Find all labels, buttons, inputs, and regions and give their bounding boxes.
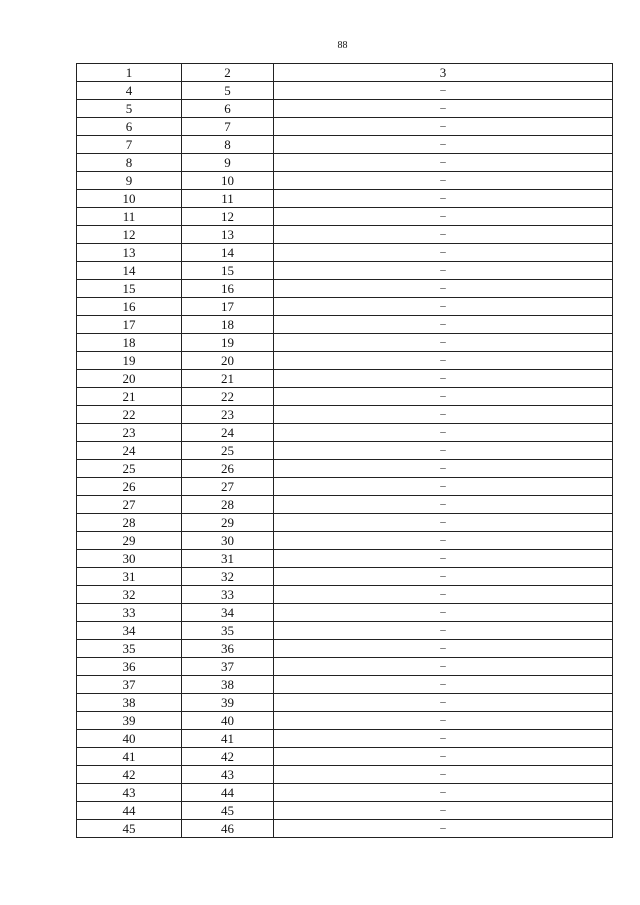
table-row bbox=[77, 316, 613, 334]
table-cell-col2: 34 bbox=[182, 604, 274, 622]
table-cell-col3: – bbox=[274, 820, 613, 838]
table-row bbox=[77, 568, 613, 586]
table-cell-col3: – bbox=[274, 604, 613, 622]
table-cell-col3: – bbox=[274, 514, 613, 532]
table-row bbox=[77, 532, 613, 550]
table-cell-col3: – bbox=[274, 100, 613, 118]
table-row bbox=[77, 640, 613, 658]
table-cell-col3: – bbox=[274, 136, 613, 154]
table-cell-col1: 14 bbox=[77, 262, 182, 280]
table-row bbox=[77, 658, 613, 676]
table-cell-col2: 13 bbox=[182, 226, 274, 244]
table-row bbox=[77, 118, 613, 136]
table-cell-col1: 33 bbox=[77, 604, 182, 622]
table-cell-col2: 33 bbox=[182, 586, 274, 604]
table-row bbox=[77, 172, 613, 190]
table-cell-col1: 10 bbox=[77, 190, 182, 208]
table-row bbox=[77, 694, 613, 712]
table-cell-col1: 19 bbox=[77, 352, 182, 370]
table-cell-col3: – bbox=[274, 532, 613, 550]
table-row bbox=[77, 154, 613, 172]
table-cell-col2: 11 bbox=[182, 190, 274, 208]
table-cell-col2: 17 bbox=[182, 298, 274, 316]
table-cell-col1: 35 bbox=[77, 640, 182, 658]
table-cell-col1: 32 bbox=[77, 586, 182, 604]
table-row bbox=[77, 748, 613, 766]
table-row bbox=[77, 622, 613, 640]
table-cell-col1: 38 bbox=[77, 694, 182, 712]
table-cell-col2: 6 bbox=[182, 100, 274, 118]
table-cell-col2: 14 bbox=[182, 244, 274, 262]
table-cell-col2: 35 bbox=[182, 622, 274, 640]
table-row bbox=[77, 730, 613, 748]
table-cell-col2: 23 bbox=[182, 406, 274, 424]
table-cell-col1: 29 bbox=[77, 532, 182, 550]
table-cell-col2: 19 bbox=[182, 334, 274, 352]
table-cell-col3: – bbox=[274, 334, 613, 352]
table-cell-col1: 31 bbox=[77, 568, 182, 586]
table-header-row bbox=[77, 64, 613, 82]
table-cell-col3: – bbox=[274, 766, 613, 784]
table-row bbox=[77, 820, 613, 838]
table-row bbox=[77, 370, 613, 388]
table-cell-col2: 28 bbox=[182, 496, 274, 514]
table-cell-col1: 39 bbox=[77, 712, 182, 730]
table-cell-col3: – bbox=[274, 496, 613, 514]
table-row bbox=[77, 604, 613, 622]
table-cell-col2: 18 bbox=[182, 316, 274, 334]
header-cell-1: 1 bbox=[77, 64, 182, 82]
table-cell-col3: – bbox=[274, 730, 613, 748]
table-cell-col3: – bbox=[274, 748, 613, 766]
table-cell-col1: 43 bbox=[77, 784, 182, 802]
table-cell-col3: – bbox=[274, 784, 613, 802]
table-cell-col2: 9 bbox=[182, 154, 274, 172]
table-cell-col3: – bbox=[274, 694, 613, 712]
table-cell-col2: 36 bbox=[182, 640, 274, 658]
table-cell-col3: – bbox=[274, 316, 613, 334]
table-row bbox=[77, 82, 613, 100]
table-cell-col2: 21 bbox=[182, 370, 274, 388]
page-number: 88 bbox=[337, 40, 348, 51]
table-cell-col1: 20 bbox=[77, 370, 182, 388]
table-cell-col3: – bbox=[274, 640, 613, 658]
table-cell-col2: 20 bbox=[182, 352, 274, 370]
table-cell-col1: 36 bbox=[77, 658, 182, 676]
table-cell-col1: 7 bbox=[77, 136, 182, 154]
table-cell-col1: 18 bbox=[77, 334, 182, 352]
table-cell-col2: 29 bbox=[182, 514, 274, 532]
table-row bbox=[77, 388, 613, 406]
table-cell-col1: 41 bbox=[77, 748, 182, 766]
table-cell-col3: – bbox=[274, 676, 613, 694]
table-cell-col3: – bbox=[274, 460, 613, 478]
table-row bbox=[77, 226, 613, 244]
table-cell-col2: 5 bbox=[182, 82, 274, 100]
table-cell-col2: 40 bbox=[182, 712, 274, 730]
table-cell-col3: – bbox=[274, 244, 613, 262]
table-cell-col2: 26 bbox=[182, 460, 274, 478]
table-cell-col3: – bbox=[274, 82, 613, 100]
table-cell-col1: 30 bbox=[77, 550, 182, 568]
table-row bbox=[77, 676, 613, 694]
table-cell-col3: – bbox=[274, 118, 613, 136]
table-cell-col1: 11 bbox=[77, 208, 182, 226]
table-cell-col1: 12 bbox=[77, 226, 182, 244]
table-cell-col1: 27 bbox=[77, 496, 182, 514]
table-cell-col3: – bbox=[274, 190, 613, 208]
table-cell-col3: – bbox=[274, 712, 613, 730]
table-row bbox=[77, 208, 613, 226]
table-cell-col3: – bbox=[274, 550, 613, 568]
table-cell-col1: 45 bbox=[77, 820, 182, 838]
table-cell-col1: 6 bbox=[77, 118, 182, 136]
table-row bbox=[77, 766, 613, 784]
table-row bbox=[77, 460, 613, 478]
table-row bbox=[77, 784, 613, 802]
table-cell-col3: – bbox=[274, 172, 613, 190]
table-cell-col2: 45 bbox=[182, 802, 274, 820]
table-cell-col1: 28 bbox=[77, 514, 182, 532]
table-cell-col2: 12 bbox=[182, 208, 274, 226]
table-cell-col3: – bbox=[274, 208, 613, 226]
table-body bbox=[77, 64, 613, 838]
table-row bbox=[77, 712, 613, 730]
table-cell-col3: – bbox=[274, 406, 613, 424]
table-cell-col2: 32 bbox=[182, 568, 274, 586]
table-cell-col3: – bbox=[274, 586, 613, 604]
table-cell-col3: – bbox=[274, 622, 613, 640]
table-cell-col1: 42 bbox=[77, 766, 182, 784]
table-row bbox=[77, 406, 613, 424]
table-cell-col3: – bbox=[274, 280, 613, 298]
table-cell-col1: 9 bbox=[77, 172, 182, 190]
table-cell-col1: 17 bbox=[77, 316, 182, 334]
table-cell-col2: 43 bbox=[182, 766, 274, 784]
table-row bbox=[77, 442, 613, 460]
table-row bbox=[77, 352, 613, 370]
table-cell-col1: 21 bbox=[77, 388, 182, 406]
table-cell-col3: – bbox=[274, 154, 613, 172]
table-cell-col3: – bbox=[274, 658, 613, 676]
table-row bbox=[77, 424, 613, 442]
table-row bbox=[77, 100, 613, 118]
table-cell-col2: 27 bbox=[182, 478, 274, 496]
table-cell-col2: 42 bbox=[182, 748, 274, 766]
table-cell-col2: 8 bbox=[182, 136, 274, 154]
table-cell-col2: 10 bbox=[182, 172, 274, 190]
table-cell-col3: – bbox=[274, 442, 613, 460]
table-cell-col2: 46 bbox=[182, 820, 274, 838]
table-cell-col2: 31 bbox=[182, 550, 274, 568]
table-cell-col3: – bbox=[274, 262, 613, 280]
table-cell-col3: – bbox=[274, 226, 613, 244]
table-cell-col2: 39 bbox=[182, 694, 274, 712]
table-cell-col1: 40 bbox=[77, 730, 182, 748]
table-cell-col3: – bbox=[274, 568, 613, 586]
table-cell-col2: 22 bbox=[182, 388, 274, 406]
table-cell-col1: 15 bbox=[77, 280, 182, 298]
header-cell-2: 2 bbox=[182, 64, 274, 82]
table-cell-col3: – bbox=[274, 424, 613, 442]
table-cell-col2: 24 bbox=[182, 424, 274, 442]
table-cell-col1: 25 bbox=[77, 460, 182, 478]
table-cell-col1: 44 bbox=[77, 802, 182, 820]
table-row bbox=[77, 802, 613, 820]
header-cell-3: 3 bbox=[274, 64, 613, 82]
table-row bbox=[77, 280, 613, 298]
table-row bbox=[77, 136, 613, 154]
table-cell-col1: 22 bbox=[77, 406, 182, 424]
table-cell-col1: 24 bbox=[77, 442, 182, 460]
table-cell-col2: 15 bbox=[182, 262, 274, 280]
table-cell-col2: 7 bbox=[182, 118, 274, 136]
table-cell-col1: 34 bbox=[77, 622, 182, 640]
table-cell-col1: 37 bbox=[77, 676, 182, 694]
table-cell-col1: 5 bbox=[77, 100, 182, 118]
table-row bbox=[77, 244, 613, 262]
table-cell-col2: 41 bbox=[182, 730, 274, 748]
table-row bbox=[77, 298, 613, 316]
table-cell-col2: 16 bbox=[182, 280, 274, 298]
table-cell-col3: – bbox=[274, 478, 613, 496]
table-row bbox=[77, 478, 613, 496]
table-cell-col2: 44 bbox=[182, 784, 274, 802]
table-cell-col3: – bbox=[274, 802, 613, 820]
table-cell-col3: – bbox=[274, 388, 613, 406]
table-cell-col2: 37 bbox=[182, 658, 274, 676]
table-cell-col1: 13 bbox=[77, 244, 182, 262]
table-row bbox=[77, 262, 613, 280]
table-cell-col1: 23 bbox=[77, 424, 182, 442]
table-row bbox=[77, 334, 613, 352]
table-row bbox=[77, 190, 613, 208]
table-cell-col3: – bbox=[274, 370, 613, 388]
table-cell-col2: 25 bbox=[182, 442, 274, 460]
table-cell-col1: 4 bbox=[77, 82, 182, 100]
table-row bbox=[77, 514, 613, 532]
table-cell-col1: 8 bbox=[77, 154, 182, 172]
data-table bbox=[76, 63, 613, 838]
table-row bbox=[77, 550, 613, 568]
table-cell-col2: 38 bbox=[182, 676, 274, 694]
table-cell-col1: 26 bbox=[77, 478, 182, 496]
table-cell-col3: – bbox=[274, 298, 613, 316]
table-row bbox=[77, 586, 613, 604]
table-cell-col1: 16 bbox=[77, 298, 182, 316]
table-cell-col3: – bbox=[274, 352, 613, 370]
table-row bbox=[77, 496, 613, 514]
table-cell-col2: 30 bbox=[182, 532, 274, 550]
